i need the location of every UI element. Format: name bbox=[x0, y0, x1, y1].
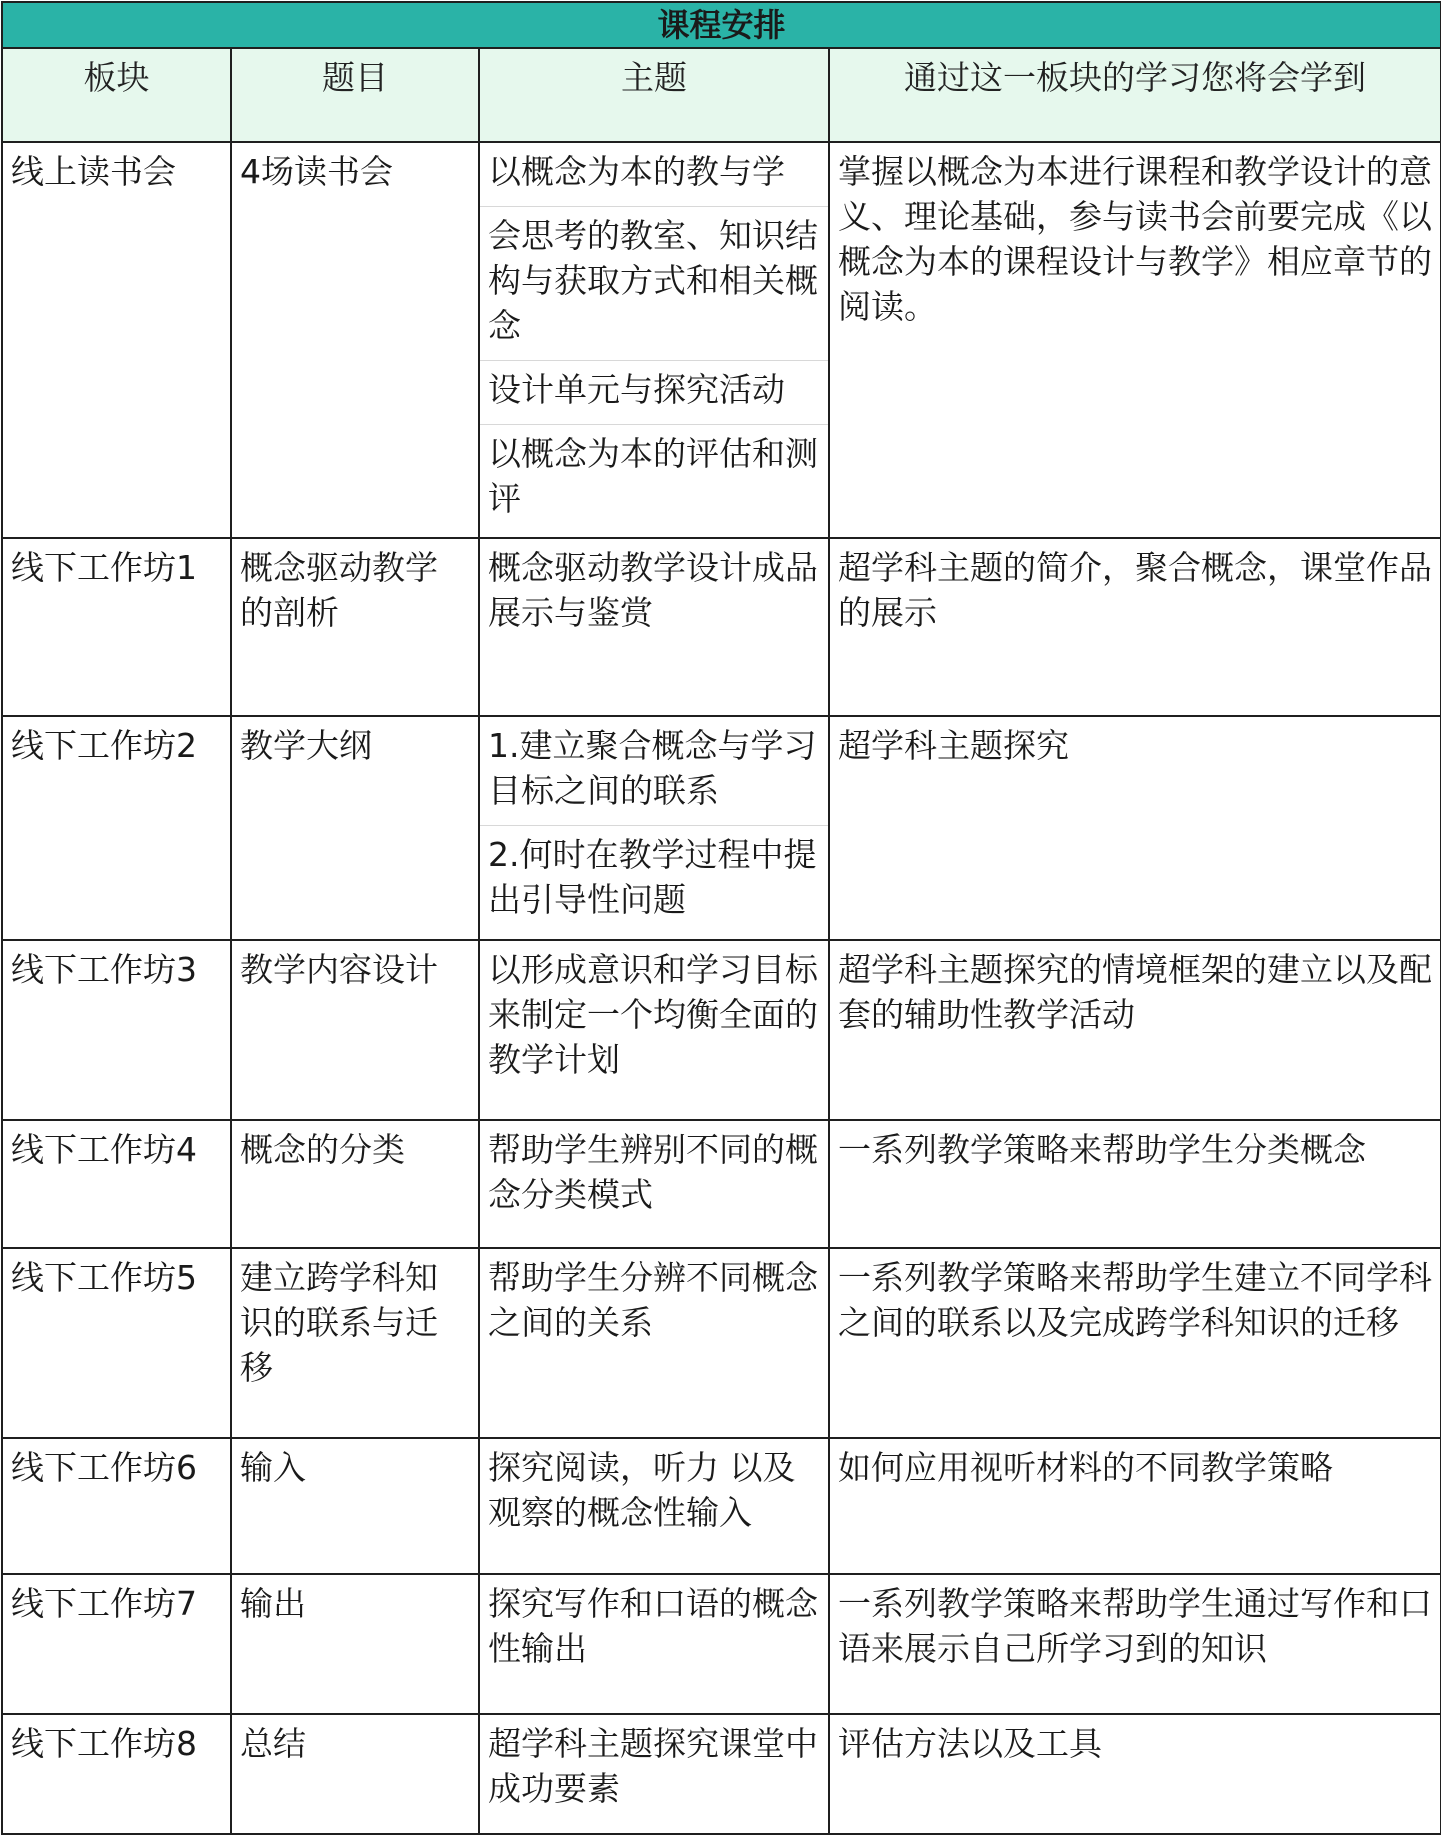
topic-item: 设计单元与探究活动 bbox=[480, 361, 828, 425]
subject-cell: 建立跨学科知识的联系与迁移 bbox=[231, 1248, 479, 1438]
outcome-cell: 一系列教学策略来帮助学生分类概念 bbox=[829, 1120, 1441, 1248]
outcome-cell: 超学科主题探究 bbox=[829, 716, 1441, 940]
module-cell: 线下工作坊4 bbox=[2, 1120, 231, 1248]
topic-item: 帮助学生分辨不同概念之间的关系 bbox=[488, 1258, 818, 1342]
topic-item: 会思考的教室、知识结构与获取方式和相关概念 bbox=[480, 207, 828, 361]
topic-cell bbox=[479, 716, 829, 940]
subject-cell: 概念驱动教学的剖析 bbox=[231, 538, 479, 716]
subject-cell: 输入 bbox=[231, 1438, 479, 1574]
topic-cell bbox=[479, 940, 829, 1120]
table-row bbox=[2, 538, 1441, 716]
table-row bbox=[2, 1574, 1441, 1714]
topic-cell bbox=[479, 1714, 829, 1834]
header-topic: 主题 bbox=[479, 48, 829, 142]
subject-cell: 教学内容设计 bbox=[231, 940, 479, 1120]
subject-cell: 4场读书会 bbox=[231, 142, 479, 538]
outcome-cell: 掌握以概念为本进行课程和教学设计的意义、理论基础，参与读书会前要完成《以概念为本的课程设计与教学》相应章节的阅读。 bbox=[829, 142, 1441, 538]
topic-item: 以形成意识和学习目标来制定一个均衡全面的教学计划 bbox=[488, 950, 818, 1079]
module-cell: 线下工作坊2 bbox=[2, 716, 231, 940]
module-cell: 线上读书会 bbox=[2, 142, 231, 538]
topic-cell bbox=[479, 1120, 829, 1248]
table-row bbox=[2, 1714, 1441, 1834]
module-cell: 线下工作坊8 bbox=[2, 1714, 231, 1834]
header-module: 板块 bbox=[2, 48, 231, 142]
header-subject: 题目 bbox=[231, 48, 479, 142]
topic-cell bbox=[479, 142, 829, 538]
header-row bbox=[2, 48, 1441, 142]
topic-item: 以概念为本的教与学 bbox=[480, 143, 828, 207]
outcome-cell: 如何应用视听材料的不同教学策略 bbox=[829, 1438, 1441, 1574]
table-row bbox=[2, 716, 1441, 940]
table-row bbox=[2, 142, 1441, 538]
header-outcome: 通过这一板块的学习您将会学到 bbox=[829, 48, 1441, 142]
topic-item: 超学科主题探究课堂中成功要素 bbox=[488, 1724, 818, 1808]
module-cell: 线下工作坊1 bbox=[2, 538, 231, 716]
subject-cell: 总结 bbox=[231, 1714, 479, 1834]
outcome-cell: 一系列教学策略来帮助学生通过写作和口语来展示自己所学习到的知识 bbox=[829, 1574, 1441, 1714]
topic-cell bbox=[479, 538, 829, 716]
course-schedule-table bbox=[1, 1, 1441, 1835]
topic-item: 探究写作和口语的概念性输出 bbox=[488, 1584, 818, 1668]
topic-item: 探究阅读，听力 以及观察的概念性输入 bbox=[488, 1448, 796, 1532]
module-cell: 线下工作坊6 bbox=[2, 1438, 231, 1574]
table-row bbox=[2, 940, 1441, 1120]
table-row bbox=[2, 1248, 1441, 1438]
topic-cell bbox=[479, 1248, 829, 1438]
outcome-cell: 超学科主题的简介，聚合概念，课堂作品的展示 bbox=[829, 538, 1441, 716]
topic-item: 1.建立聚合概念与学习目标之间的联系 bbox=[480, 717, 828, 826]
topic-item: 2.何时在教学过程中提出引导性问题 bbox=[488, 835, 817, 919]
module-cell: 线下工作坊5 bbox=[2, 1248, 231, 1438]
table-row bbox=[2, 1120, 1441, 1248]
outcome-cell: 一系列教学策略来帮助学生建立不同学科之间的联系以及完成跨学科知识的迁移 bbox=[829, 1248, 1441, 1438]
title-row bbox=[2, 2, 1441, 48]
subject-cell: 教学大纲 bbox=[231, 716, 479, 940]
module-cell: 线下工作坊7 bbox=[2, 1574, 231, 1714]
topic-item: 概念驱动教学设计成品展示与鉴赏 bbox=[488, 548, 818, 632]
topic-item: 以概念为本的评估和测评 bbox=[488, 434, 818, 518]
subject-cell: 输出 bbox=[231, 1574, 479, 1714]
topic-cell bbox=[479, 1438, 829, 1574]
topic-cell bbox=[479, 1574, 829, 1714]
table-row bbox=[2, 1438, 1441, 1574]
topic-item: 帮助学生辨别不同的概念分类模式 bbox=[488, 1130, 818, 1214]
outcome-cell: 超学科主题探究的情境框架的建立以及配套的辅助性教学活动 bbox=[829, 940, 1441, 1120]
module-cell: 线下工作坊3 bbox=[2, 940, 231, 1120]
subject-cell: 概念的分类 bbox=[231, 1120, 479, 1248]
table-title: 课程安排 bbox=[2, 2, 1441, 48]
outcome-cell: 评估方法以及工具 bbox=[829, 1714, 1441, 1834]
